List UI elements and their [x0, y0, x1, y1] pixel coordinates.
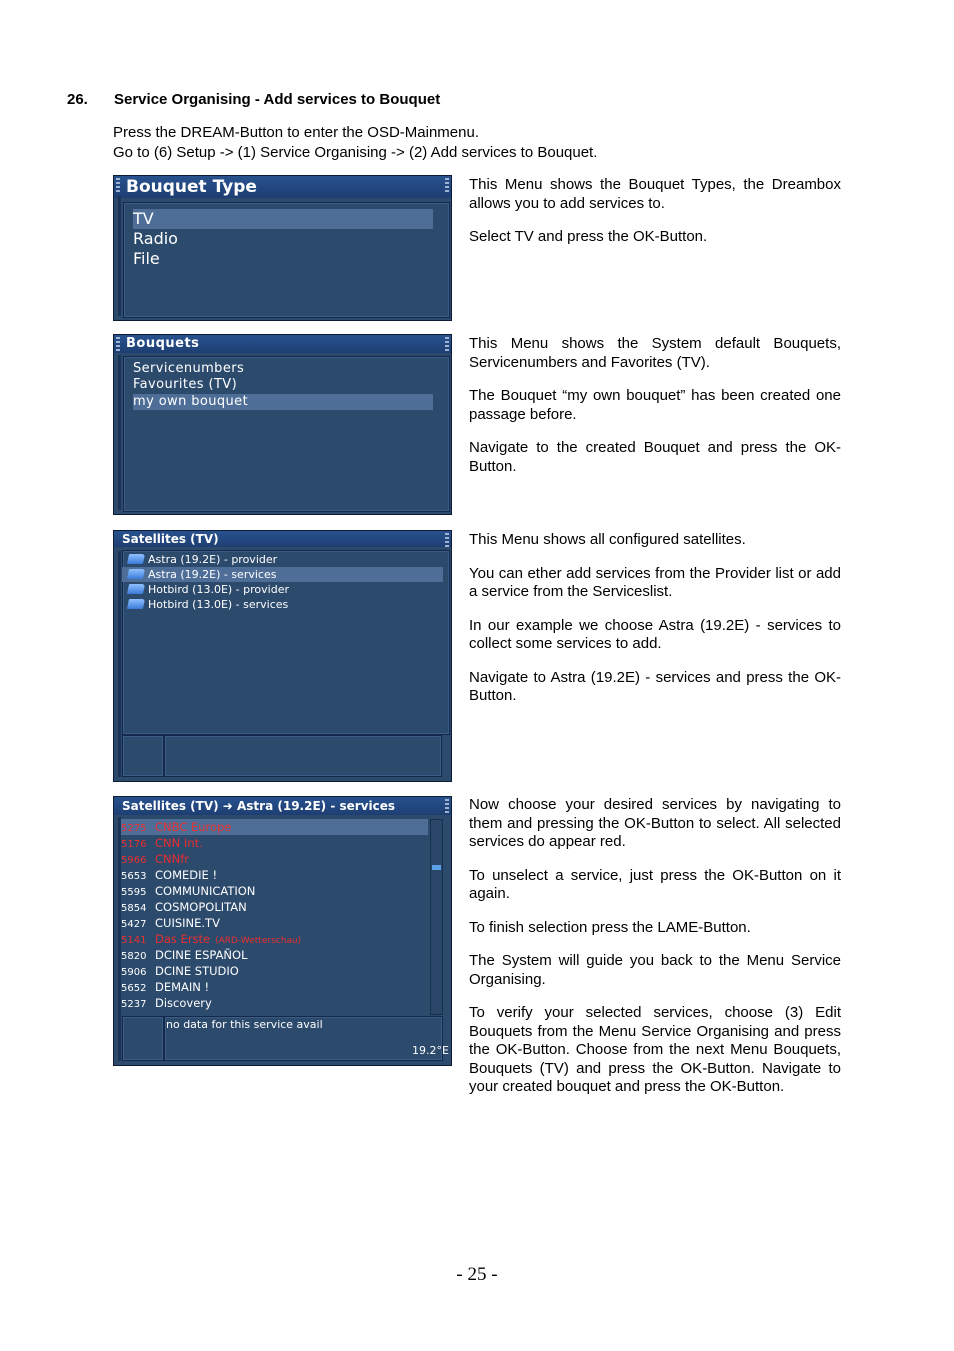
service-row[interactable]: [121, 819, 428, 835]
paragraph: Navigate to Astra (19.2E) - services and press the OK-Button.: [469, 668, 841, 704]
service-number: 5820: [121, 951, 147, 962]
grip-icon: [116, 337, 120, 351]
service-number: 5906: [121, 967, 147, 978]
service-number: 5275: [121, 823, 147, 834]
grip-icon: [445, 533, 449, 547]
paragraph: You can ether add services from the Provider list or add a service from the Serviceslist.: [469, 564, 841, 600]
intro-line-1: Press the DREAM-Button to enter the OSD-Mainmenu.: [113, 124, 479, 141]
section-number: 26.: [67, 91, 88, 108]
satellite-item[interactable]: [122, 552, 277, 567]
service-row[interactable]: [121, 899, 428, 915]
osd-side-bar: [118, 355, 121, 510]
scrollbar[interactable]: [430, 819, 443, 1015]
service-row[interactable]: [121, 979, 428, 995]
service-row[interactable]: [121, 883, 428, 899]
service-name: COSMOPOLITAN: [155, 900, 247, 914]
paragraph: This Menu shows all configured satellites.: [469, 531, 746, 548]
menu-item-my-own-bouquet[interactable]: my own bouquet: [133, 394, 433, 410]
service-row[interactable]: [121, 963, 428, 979]
service-number: 5176: [121, 839, 147, 850]
bouquets-screenshot: [113, 334, 452, 515]
intro-text: [113, 123, 597, 162]
osd-title: Bouquet Type: [126, 177, 257, 197]
menu-item-favourites[interactable]: Favourites (TV): [133, 377, 238, 392]
paragraph: To verify your selected services, choose (3) Edit Bouquets from the Menu Service Organising and press the OK-Button. Choose from the next Menu Bouquets, Bouquets (TV) and press the OK-Button. Navigate to your created bouquet and press the OK-Button.: [469, 1004, 841, 1095]
folder-icon: [127, 584, 145, 594]
grip-icon: [116, 178, 120, 192]
service-number: 5966: [121, 855, 147, 866]
scrollbar-thumb[interactable]: [432, 865, 441, 870]
grip-icon: [445, 799, 449, 813]
osd-title: Satellites (TV): [122, 532, 219, 546]
section-heading: [67, 91, 440, 108]
osd-title: Bouquets: [126, 336, 200, 351]
service-name: COMMUNICATION: [155, 884, 256, 898]
paragraph: This Menu shows the System default Bouquets, Servicenumbers and Favorites (TV).: [469, 335, 841, 371]
service-name: Das Erste: [155, 932, 211, 946]
osd-title: Satellites (TV) ➜ Astra (19.2E) - services: [122, 799, 395, 813]
section-title: Service Organising - Add services to Bouquet: [114, 91, 441, 108]
page-number: - 25 -: [456, 1264, 498, 1285]
osd-side-bar: [118, 196, 121, 316]
info-box-right: [164, 735, 442, 777]
service-number: 5595: [121, 887, 147, 898]
service-number: 5854: [121, 903, 147, 914]
paragraph: Navigate to the created Bouquet and press the OK-Button.: [469, 439, 841, 475]
service-name: Discovery: [155, 996, 212, 1010]
osd-title-bar: [114, 531, 451, 547]
service-number: 5427: [121, 919, 147, 930]
service-name: DCINE STUDIO: [155, 964, 239, 978]
satellite-item[interactable]: [122, 582, 289, 597]
service-row[interactable]: [121, 915, 428, 931]
service-row[interactable]: [121, 931, 428, 947]
service-row[interactable]: [121, 851, 428, 867]
paragraph: The Bouquet “my own bouquet” has been created one passage before.: [469, 387, 841, 423]
satellite-item[interactable]: [122, 597, 288, 612]
service-name: CNNfr: [155, 852, 190, 866]
folder-icon: [127, 554, 145, 564]
info-box-left: [122, 735, 164, 777]
service-name: DCINE ESPAÑOL: [155, 948, 248, 962]
paragraph: To unselect a service, just press the OK-Button on it again.: [469, 866, 841, 902]
description-bouquet-type: [469, 176, 841, 262]
satellite-item[interactable]: [122, 567, 443, 582]
paragraph: To finish selection press the LAME-Button.: [469, 918, 751, 936]
menu-item-tv[interactable]: TV: [133, 209, 433, 229]
service-name: CNBC Europe: [155, 820, 232, 834]
service-row[interactable]: [121, 947, 428, 963]
paragraph: This Menu shows the Bouquet Types, the Dreambox allows you to add services to.: [469, 176, 841, 212]
service-number: 5652: [121, 983, 147, 994]
satellite-label: Hotbird (13.0E) - provider: [148, 583, 289, 596]
service-number: 5237: [121, 999, 147, 1010]
paragraph: The System will guide you back to the Menu Service Organising.: [469, 952, 841, 988]
description-services: [469, 796, 841, 1112]
satellite-label: Hotbird (13.0E) - services: [148, 598, 289, 611]
service-info-text: no data for this service avail: [166, 1018, 323, 1031]
service-row[interactable]: [121, 835, 428, 851]
service-row[interactable]: [121, 995, 428, 1011]
intro-line-2: Go to (6) Setup -> (1) Service Organising -> (2) Add services to Bouquet.: [113, 143, 598, 161]
menu-item-servicenumbers[interactable]: Servicenumbers: [133, 361, 245, 376]
astra-services-screenshot: [113, 796, 452, 1066]
paragraph: In our example we choose Astra (19.2E) - services to collect some services to add.: [469, 616, 841, 652]
service-number: 5653: [121, 871, 147, 882]
folder-icon: [127, 599, 145, 609]
description-satellites: [469, 531, 841, 721]
satellite-label: Astra (19.2E) - services: [148, 568, 277, 581]
osd-title-bar: [114, 335, 451, 353]
osd-side-bar: [118, 551, 121, 777]
service-subtitle: (ARD-Wetterschau): [215, 936, 302, 946]
description-bouquets: [469, 335, 841, 491]
service-name: DEMAIN !: [155, 980, 210, 994]
bouquet-type-screenshot: [113, 175, 452, 321]
paragraph: Select TV and press the OK-Button.: [469, 228, 708, 245]
satellites-screenshot: [113, 530, 452, 782]
service-row[interactable]: [121, 867, 428, 883]
grip-icon: [445, 178, 449, 192]
paragraph: Now choose your desired services by navigating to them and pressing the OK-Button to select. All selected services do appear red.: [469, 796, 841, 850]
grip-icon: [445, 337, 449, 351]
service-number: 5141: [121, 935, 147, 946]
service-name: CNN Int.: [155, 836, 203, 850]
folder-icon: [127, 569, 145, 579]
satellite-label: Astra (19.2E) - provider: [148, 553, 278, 566]
osd-title-bar: [114, 176, 451, 198]
menu-item-radio[interactable]: Radio: [133, 229, 178, 248]
orbit-position: 19.2°E: [412, 1044, 449, 1057]
service-name: COMEDIE !: [155, 868, 218, 882]
info-box-left: [122, 1016, 164, 1061]
service-name: CUISINE.TV: [155, 916, 220, 930]
menu-item-file[interactable]: File: [133, 249, 160, 268]
osd-title-bar: [114, 797, 451, 815]
